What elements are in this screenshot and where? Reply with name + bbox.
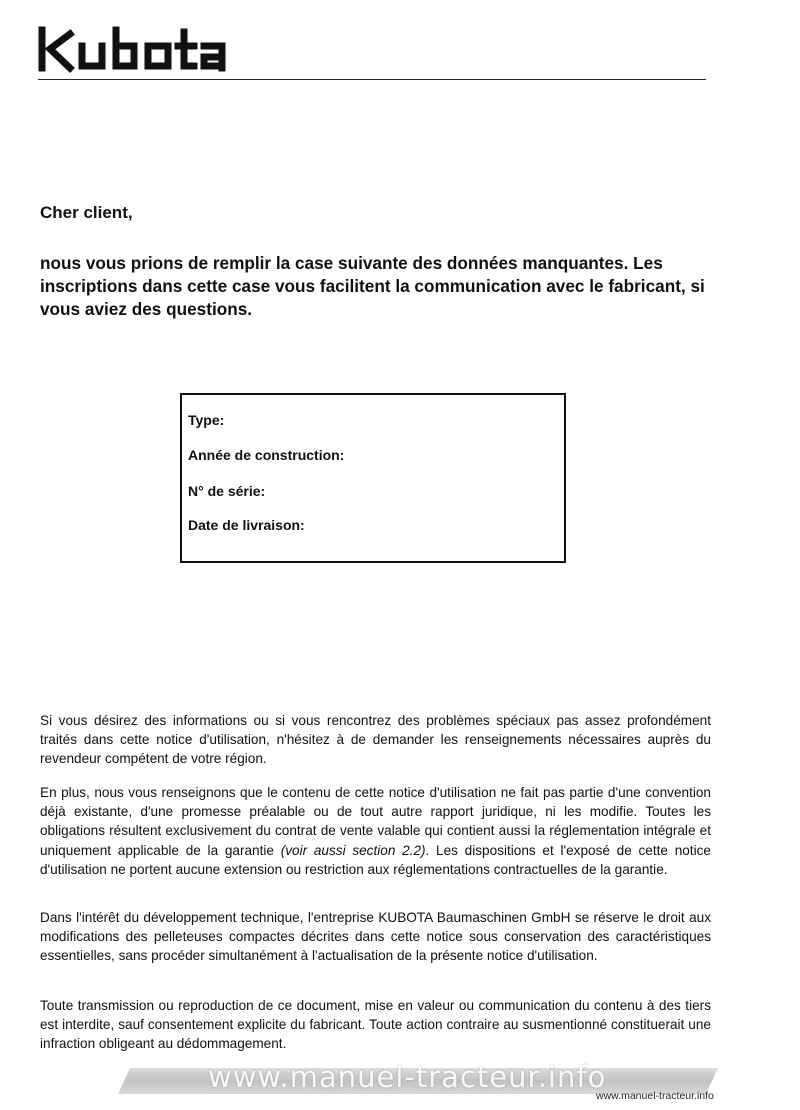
section-reference: (voir aussi section 2.2) xyxy=(280,842,426,858)
machine-data-box xyxy=(180,393,566,563)
field-year-label: Année de construction: xyxy=(188,447,345,463)
intro-text: nous vous prions de remplir la case suivante des données manquantes. Les inscriptions dans cette case vous facilitent la communication avec le fabricant, si vous aviez des questions. xyxy=(40,253,705,319)
kubota-logo xyxy=(36,22,226,74)
header-rule xyxy=(38,79,706,80)
paragraph-warranty-part2: . Les dispositions et l'exposé de cette notice d'utilisation ne portent aucune extension ou restriction aux réglementations contractuelles de la garantie. xyxy=(40,842,711,877)
watermark: www.manuel-tracteur.info xyxy=(208,1060,607,1094)
greeting: Cher client, xyxy=(40,203,133,222)
paragraph-warranty xyxy=(40,783,711,879)
paragraph-copyright: Toute transmission ou reproduction de ce document, mise en valeur ou communication du contenu à des tiers est interdite, sauf consentement explicite du fabricant. Toute action contraire au susmentionné constituerait une infraction obligeant au dédommagement. xyxy=(40,998,711,1052)
field-serial-label: N° de série: xyxy=(188,483,266,499)
paragraph-modifications: Dans l'intérêt du développement technique, l'entreprise KUBOTA Baumaschinen GmbH se réserve le droit aux modifications des pelleteuses compactes décrites dans cette notice sous conservation des caractéristiques essentielles, sans procéder simultanément à l'actualisation de la présente notice d'utilisation. xyxy=(40,910,711,964)
field-delivery-date-label: Date de livraison: xyxy=(188,517,305,533)
footer-url: www.manuel-tracteur.info xyxy=(596,1090,714,1102)
paragraph-information: Si vous désirez des informations ou si vous rencontrez des problèmes spéciaux pas assez profondément traités dans cette notice d'utilisation, n'hésitez à de demander les renseignements nécessaires auprès du revendeur compétent de votre région. xyxy=(40,713,711,767)
field-type-label: Type: xyxy=(188,412,225,428)
paragraph-warranty-part1: En plus, nous vous renseignons que le contenu de cette notice d'utilisation ne fait pas partie d'une convention déjà existante, d'une promesse préalable ou de tout autre rapport juridique, ni les modifie. Toutes les obligations résultent exclusivement du contrat de vente valable qui contient aussi la réglementation intégrale et uniquement applicable de la garantie xyxy=(40,785,711,858)
